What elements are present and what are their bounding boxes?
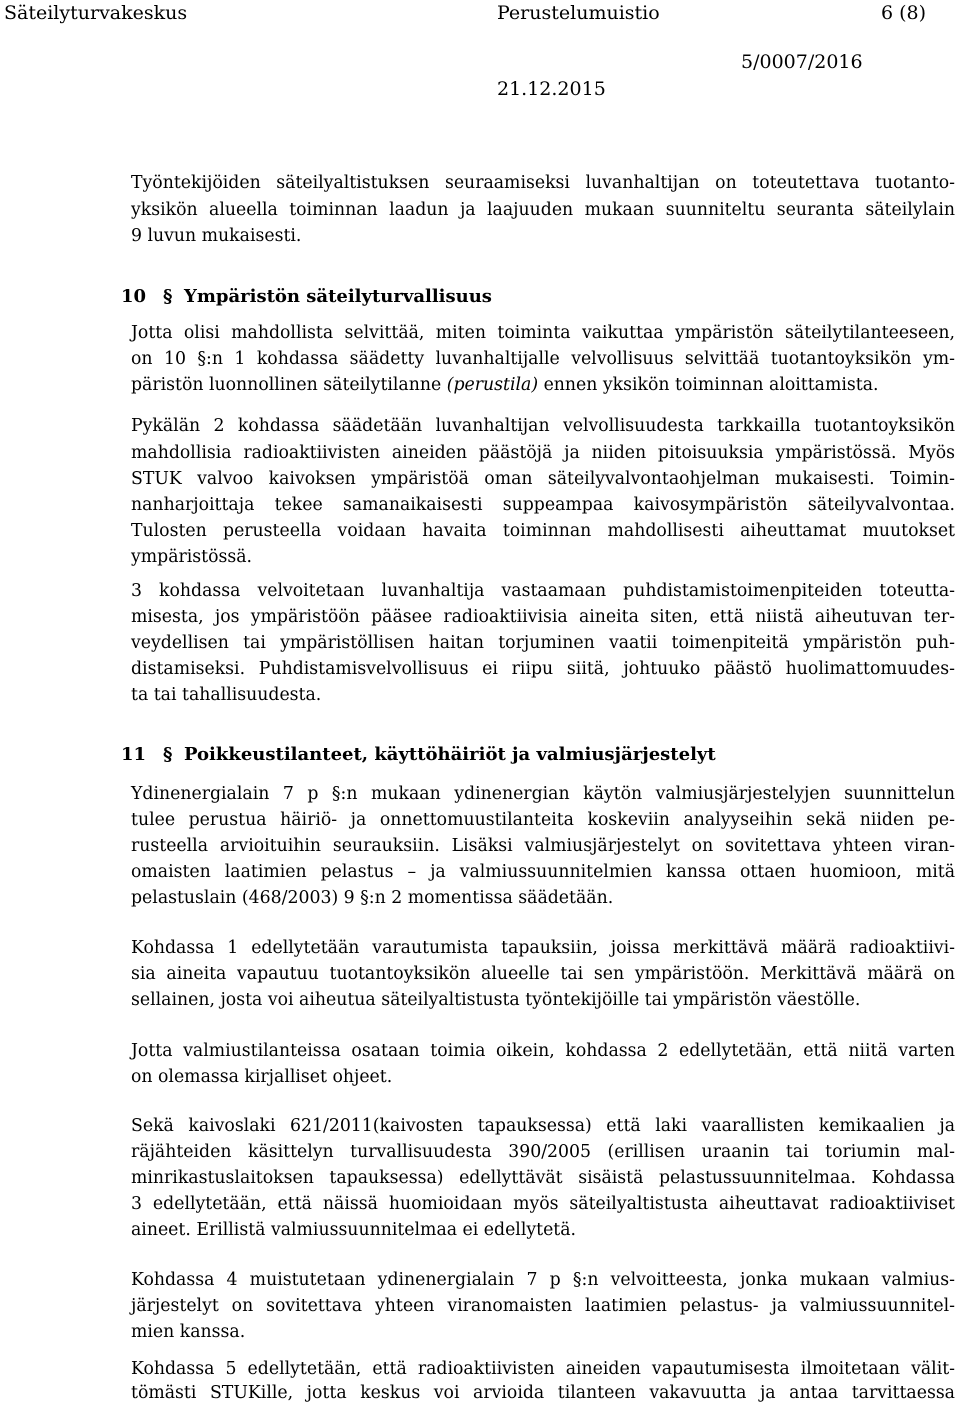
- document-date: 21.12.2015: [497, 78, 606, 100]
- text-line: minrikastuslaitoksen tapauksessa) edellyttävät sisäistä pelastussuunnitelmaa. Kohdassa: [131, 1168, 955, 1188]
- section-title: Ympäristön säteilyturvallisuus: [184, 286, 492, 307]
- text-line: ta tai tahallisuudesta.: [131, 685, 322, 705]
- text-line: Jotta olisi mahdollista selvittää, miten toiminta vaikuttaa ympäristön säteilytilanteeseen,: [131, 323, 955, 343]
- section-number: 10: [121, 286, 147, 307]
- section-title: Poikkeustilanteet, käyttöhäiriöt ja valmiusjärjestelyt: [184, 744, 716, 765]
- text-line: 9 luvun mukaisesti.: [131, 226, 302, 246]
- section-mark: §: [163, 744, 173, 765]
- text-line: 3 edellytetään, että näissä huomioidaan myös säteilyaltistusta aiheuttavat radioaktiiviset: [131, 1194, 955, 1214]
- text-line: Kohdassa 1 edellytetään varautumista tapauksiin, joissa merkittävä määrä radioaktiivi-: [131, 938, 955, 958]
- text-line: Ydinenergialain 7 p §:n mukaan ydinenergian käytön valmiusjärjestelyjen suunnittelun: [131, 784, 955, 804]
- text-line: on 10 §:n 1 kohdassa säädetty luvanhaltijalle velvollisuus selvittää tuotantoyksikön ym-: [131, 349, 955, 369]
- text-line: pelastuslain (468/2003) 9 §:n 2 momentissa säädetään.: [131, 888, 614, 908]
- text-line: tulee perustua häiriö- ja onnettomuustilanteita koskeviin analyyseihin sekä niiden pe-: [131, 810, 955, 830]
- text-line: Pykälän 2 kohdassa säädetään luvanhaltijan velvollisuudesta tarkkailla tuotantoyksikön: [131, 416, 955, 436]
- text-line: järjestelyt on sovitettava yhteen viranomaisten laatimien pelastus- ja valmiussuunnitel-: [131, 1296, 955, 1316]
- text-line: STUK valvoo kaivoksen ympäristöä oman säteilyvalvontaohjelman mukaisesti. Toimin-: [131, 469, 955, 489]
- text-line: ympäristössä.: [131, 547, 253, 567]
- emphasis-text: (perustila): [446, 375, 539, 395]
- text-line: Tulosten perusteella voidaan havaita toiminnan mahdollisesti aiheuttamat muutokset: [131, 521, 955, 541]
- text-line: räjähteiden käsittelyn turvallisuudesta 390/2005 (erillisen uraanin tai toriumin mal-: [131, 1142, 955, 1162]
- text-segment: ennen yksikön toiminnan aloittamista.: [538, 375, 879, 395]
- text-line: 3 kohdassa velvoitetaan luvanhaltija vastaamaan puhdistamistoimenpiteiden toteutta-: [131, 581, 955, 601]
- text-line: [131, 372, 879, 398]
- text-line: Jotta valmiustilanteissa osataan toimia oikein, kohdassa 2 edellytetään, että niitä varten: [131, 1041, 955, 1061]
- text-line: distamiseksi. Puhdistamisvelvollisuus ei riipu siitä, johtuuko päästö huolimattomuudes-: [131, 659, 955, 679]
- text-line: yksikön alueella toiminnan laadun ja laajuuden mukaan suunniteltu seuranta säteilylain: [131, 200, 955, 220]
- document-type: Perustelumuistio: [497, 2, 660, 24]
- document-number: 5/0007/2016: [741, 51, 863, 73]
- text-line: veydellisen tai ympäristöllisen haitan torjuminen vaatii toimenpiteitä ympäristön puh-: [131, 633, 955, 653]
- page-number: 6 (8): [881, 2, 927, 24]
- text-line: rusteella arvioituihin seurauksiin. Lisäksi valmiusjärjestelyt on sovitettava yhteen viran-: [131, 836, 955, 856]
- section-number: 11: [121, 744, 147, 765]
- text-line: sellainen, josta voi aiheutua säteilyaltistusta työntekijöille tai ympäristön väestölle.: [131, 990, 861, 1010]
- text-line: Sekä kaivoslaki 621/2011(kaivosten tapauksessa) että laki vaarallisten kemikaalien ja: [131, 1116, 955, 1136]
- text-line: Kohdassa 4 muistutetaan ydinenergialain 7 p §:n velvoitteesta, jonka mukaan valmius-: [131, 1270, 955, 1290]
- text-line: mahdollisia radioaktiivisten aineiden päästöjä ja niiden pitoisuuksia ympäristössä. Myös: [131, 443, 955, 463]
- text-line: mien kanssa.: [131, 1322, 246, 1342]
- text-line: nanharjoittaja tekee samanaikaisesti suppeampaa kaivosympäristön säteilyvalvontaa.: [131, 495, 955, 515]
- text-line: tömästi STUKille, jotta keskus voi arvioida tilanteen vakavuutta ja antaa tarvittaessa: [131, 1383, 955, 1403]
- text-line: omaisten laatimien pelastus – ja valmiussuunnitelmien kanssa ottaen huomioon, mitä: [131, 862, 955, 882]
- text-segment: päristön luonnollinen säteilytilanne: [131, 375, 447, 395]
- text-line: sia aineita vapautuu tuotantoyksikön alueelle tai sen ympäristöön. Merkittävä määrä on: [131, 964, 955, 984]
- section-mark: §: [163, 286, 173, 307]
- text-line: Työntekijöiden säteilyaltistuksen seuraamiseksi luvanhaltijan on toteutettava tuotanto-: [131, 173, 955, 193]
- text-line: aineet. Erillistä valmiussuunnitelmaa ei edellytetä.: [131, 1220, 577, 1240]
- text-line: misesta, jos ympäristöön pääsee radioaktiivisia aineita siten, että niistä aiheutuvan ter-: [131, 607, 955, 627]
- text-line: Kohdassa 5 edellytetään, että radioaktiivisten aineiden vapautumisesta ilmoitetaan välit-: [131, 1359, 955, 1379]
- text-line: on olemassa kirjalliset ohjeet.: [131, 1067, 393, 1087]
- organization-name: Säteilyturvakeskus: [4, 2, 188, 24]
